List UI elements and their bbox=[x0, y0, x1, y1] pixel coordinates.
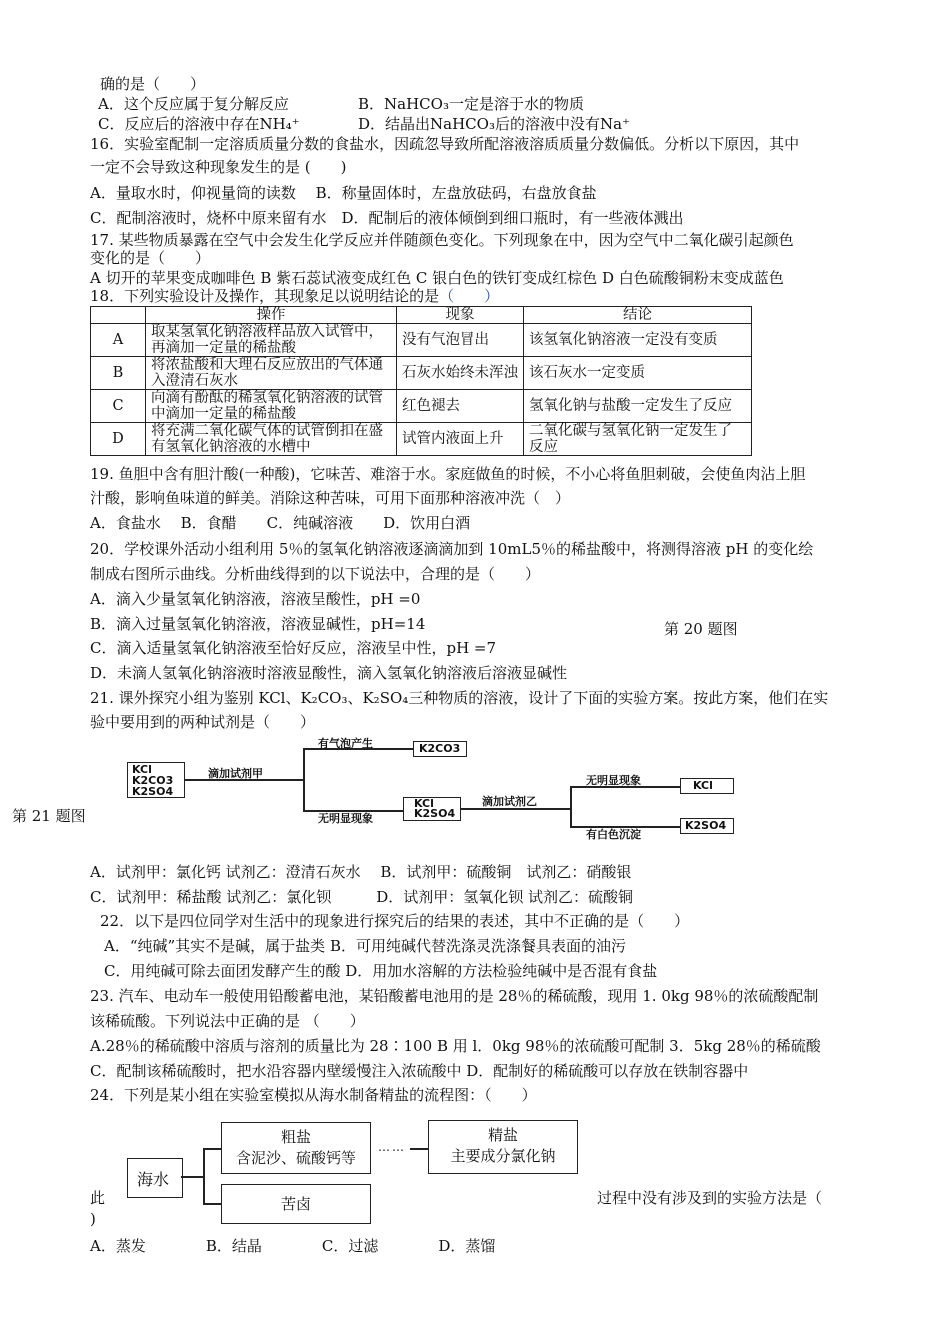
r2-lower-label: 有白色沉淀 bbox=[586, 828, 641, 841]
start-k2co3: K2CO3 bbox=[132, 774, 174, 787]
q20-option-d: D．未滴人氢氧化钠溶液时溶液显酸性，滴入氢氧化钠溶液后溶液显碱性 bbox=[90, 664, 568, 682]
q18-row-conclusion: 氢氧化钠与盐酸一定发生了反应 bbox=[524, 390, 752, 423]
bittern-box bbox=[221, 1184, 371, 1224]
kcl-result: KCl bbox=[693, 779, 713, 792]
q19-stem-2: 汁酸，影响鱼味道的鲜美。消除这种苦味，可用下面那种溶液冲洗（ ） bbox=[90, 489, 571, 507]
start-k2so4: K2SO4 bbox=[132, 785, 174, 798]
q19-stem-1: 19. 鱼胆中含有胆汁酸(一种酸)，它味苦、难溶于水。家庭做鱼的时候，不小心将鱼胆刺破，会使鱼肉沾上胆 bbox=[90, 465, 806, 483]
start-box bbox=[127, 762, 185, 798]
q21-figure-caption: 第 21 题图 bbox=[12, 807, 86, 825]
q20-figure-caption: 第 20 题图 bbox=[664, 620, 738, 638]
q20-stem-2: 制成右图所示曲线。分析曲线得到的以下说法中，合理的是（ ） bbox=[90, 565, 541, 583]
q18-row-phenomenon: 石灰水始终未浑浊 bbox=[397, 357, 524, 390]
q15-option-c: C．反应后的溶液中存在NH₄⁺ bbox=[98, 115, 300, 133]
branch-lower-arrow bbox=[203, 1203, 221, 1205]
q17-stem-2: 变化的是（ ） bbox=[90, 249, 211, 267]
connector-line bbox=[181, 1176, 203, 1178]
q18-stem bbox=[90, 286, 499, 306]
q18-row-key: D bbox=[91, 423, 146, 456]
q18-row-phenomenon: 试管内液面上升 bbox=[397, 423, 524, 456]
q16-stem-1: 16．实验室配制一定溶质质量分数的食盐水，因疏忽导致所配溶液溶质质量分数偏低。分析以下原因，其中 bbox=[90, 135, 800, 153]
q20-stem-1: 20．学校课外活动小组利用 5％的氢氧化钠溶液逐滴滴加到 10mL5％的稀盐酸中，将测得溶液 pH 的变化绘 bbox=[90, 540, 814, 558]
q24-text-paren: ) bbox=[90, 1210, 96, 1228]
q16-options-ab: A．量取水时，仰视量筒的读数 B．称量固体时，左盘放砝码，右盘放食盐 bbox=[90, 184, 597, 202]
k2co3-result: K2CO3 bbox=[419, 742, 461, 755]
k2so4-result: K2SO4 bbox=[685, 819, 727, 832]
q16-options-cd: C．配制溶液时，烧杯中原来留有水 D．配制后的液体倾倒到细口瓶时，有一些液体溅出 bbox=[90, 209, 684, 227]
q18-row-operation: 将浓盐酸和大理石反应放出的气体通入澄清石灰水 bbox=[146, 357, 397, 390]
q22-options-cd: C．用纯碱可除去面团发酵产生的酸 D．用加水溶解的方法检验纯碱中是否混有食盐 bbox=[104, 962, 658, 980]
table-row bbox=[91, 423, 752, 456]
q23-options-ab: A.28％的稀硫酸中溶质与溶剂的质量比为 28∶100 B 用 l．0kg 98％的浓硫酸可配制 3．5kg 28％的稀硫酸 bbox=[90, 1037, 821, 1055]
crude-salt-box bbox=[221, 1122, 371, 1174]
start-kcl: KCl bbox=[132, 763, 152, 776]
branch-line bbox=[303, 748, 305, 810]
q18-row-conclusion: 该氢氧化钠溶液一定没有变质 bbox=[524, 324, 752, 357]
q18-stem-text: 18．下列实验设计及操作，其现象足以说明结论的是 bbox=[90, 287, 440, 305]
mid-kcl: KCl bbox=[414, 797, 434, 810]
branch2-line bbox=[570, 786, 572, 826]
q18-header-conclusion: 结论 bbox=[524, 307, 752, 324]
kcl-result-box bbox=[680, 778, 734, 794]
fine-salt-title: 精盐 bbox=[487, 1126, 518, 1144]
q20-option-a: A．滴入少量氢氧化钠溶液，溶液呈酸性，pH =0 bbox=[90, 590, 421, 608]
fine-salt-box bbox=[428, 1120, 578, 1174]
q17-stem-1: 17. 某些物质暴露在空气中会发生化学反应并伴随颜色变化。下列现象在中，因为空气中二氧化碳引起颜色 bbox=[90, 231, 794, 249]
lower-label: 无明显现象 bbox=[318, 812, 373, 825]
arrow-to-fine-salt bbox=[410, 1148, 428, 1150]
branch-upper-arrow bbox=[203, 1148, 221, 1150]
q16-stem-2: 一定不会导致这种现象发生的是 ( ) bbox=[90, 158, 347, 176]
crude-salt-title: 粗盐 bbox=[280, 1128, 311, 1146]
q18-header-key bbox=[91, 307, 146, 324]
k2co3-result-box bbox=[413, 741, 467, 757]
q22-options-ab: A．“纯碱”其实不是碱，属于盐类 B．可用纯碱代替洗涤灵洗涤餐具表面的油污 bbox=[104, 937, 626, 955]
q18-row-operation: 取某氢氧化钠溶液样品放入试管中，再滴加一定量的稀盐酸 bbox=[146, 324, 397, 357]
q20-option-c: C．滴入适量氢氧化钠溶液至恰好反应，溶液呈中性，pH =7 bbox=[90, 639, 497, 657]
q15-option-d: D．结晶出NaHCO₃后的溶液中没有Na⁺ bbox=[358, 115, 630, 133]
table-row bbox=[91, 357, 752, 390]
reagent-1-label: 滴加试剂甲 bbox=[208, 767, 263, 780]
q18-header-operation: 操作 bbox=[146, 307, 397, 324]
q21-options-ab: A．试剂甲：氯化钙 试剂乙：澄清石灰水 B．试剂甲：硫酸铜 试剂乙：硝酸银 bbox=[90, 863, 632, 881]
q24-text-start: 此 bbox=[90, 1189, 106, 1207]
k2so4-result-box bbox=[680, 818, 734, 834]
q18-answer-paren: （ ） bbox=[439, 287, 500, 305]
table-row bbox=[91, 324, 752, 357]
q18-header-phenomenon: 现象 bbox=[397, 307, 524, 324]
q21-options-cd: C．试剂甲：稀盐酸 试剂乙：氯化钡 D．试剂甲：氢氧化钡 试剂乙：硫酸铜 bbox=[90, 888, 634, 906]
q18-table bbox=[90, 306, 752, 456]
upper-label: 有气泡产生 bbox=[318, 737, 373, 750]
q18-row-phenomenon: 红色褪去 bbox=[397, 390, 524, 423]
q17-options: A 切开的苹果变成咖啡色 B 紫石蕊试液变成红色 C 银白色的铁钉变成红棕色 D 白色硫酸铜粉末变成蓝色 bbox=[90, 269, 784, 287]
q15-stem-tail: 确的是（ ） bbox=[100, 75, 206, 93]
q18-row-conclusion: 二氧化碳与氢氧化钠一定发生了反应 bbox=[524, 423, 752, 456]
q18-row-conclusion: 该石灰水一定变质 bbox=[524, 357, 752, 390]
q22-stem: 22．以下是四位同学对生活中的现象进行探究后的结果的表述，其中不正确的是（ ） bbox=[100, 912, 690, 930]
q18-row-key: A bbox=[91, 324, 146, 357]
q18-row-phenomenon: 没有气泡冒出 bbox=[397, 324, 524, 357]
q19-options: A．食盐水 B．食醋 C．纯碱溶液 D．饮用白酒 bbox=[90, 514, 471, 532]
bittern-label: 苦卤 bbox=[280, 1195, 311, 1213]
flow-dots: …… bbox=[378, 1140, 406, 1154]
q24-text-end: 过程中没有涉及到的实验方法是（ bbox=[597, 1189, 823, 1207]
reagent-2-label: 滴加试剂乙 bbox=[482, 795, 537, 808]
q18-table-header bbox=[91, 307, 752, 324]
q23-options-cd: C．配制该稀硫酸时，把水沿容器内壁缓慢注入浓硫酸中 D．配制好的稀硫酸可以存放在铁制容器中 bbox=[90, 1062, 749, 1080]
seawater-box bbox=[127, 1158, 183, 1198]
q20-option-b: B．滴入过量氢氧化钠溶液，溶液显碱性，pH=14 bbox=[90, 615, 426, 633]
q15-option-b: B．NaHCO₃一定是溶于水的物质 bbox=[358, 95, 584, 113]
r2-upper-label: 无明显现象 bbox=[586, 774, 641, 787]
mid-k2so4: K2SO4 bbox=[414, 807, 456, 820]
q18-row-key: B bbox=[91, 357, 146, 390]
q24-stem: 24．下列是某小组在实验室模拟从海水制备精盐的流程图：（ ） bbox=[90, 1086, 537, 1104]
q24-options: A．蒸发 B．结晶 C．过滤 D．蒸馏 bbox=[90, 1237, 496, 1255]
mid-box bbox=[403, 797, 461, 821]
seawater-label: 海水 bbox=[137, 1170, 170, 1189]
q23-stem-1: 23. 汽车、电动车一般使用铅酸蓄电池，某铅酸蓄电池用的是 28％的稀硫酸，现用 1. 0kg 98％的浓硫酸配制 bbox=[90, 987, 819, 1005]
q23-stem-2: 该稀硫酸。下列说法中正确的是 （ ） bbox=[90, 1012, 365, 1030]
fine-salt-sub: 主要成分氯化钠 bbox=[450, 1147, 556, 1165]
q21-stem-2: 验中要用到的两种试剂是（ ） bbox=[90, 713, 316, 731]
q15-option-a: A．这个反应属于复分解反应 bbox=[98, 95, 289, 113]
q18-row-key: C bbox=[91, 390, 146, 423]
q21-stem-1: 21. 课外探究小组为鉴别 KCl、K₂CO₃、K₂SO₄三种物质的溶液，设计了下面的实验方案。按此方案，他们在实 bbox=[90, 689, 829, 707]
table-row bbox=[91, 390, 752, 423]
branch-line bbox=[203, 1148, 205, 1203]
crude-salt-sub: 含泥沙、硫酸钙等 bbox=[235, 1149, 356, 1167]
q18-row-operation: 向滴有酚酞的稀氢氧化钠溶液的试管中滴加一定量的稀盐酸 bbox=[146, 390, 397, 423]
q18-row-operation: 将充满二氧化碳气体的试管倒扣在盛有氢氧化钠溶液的水槽中 bbox=[146, 423, 397, 456]
